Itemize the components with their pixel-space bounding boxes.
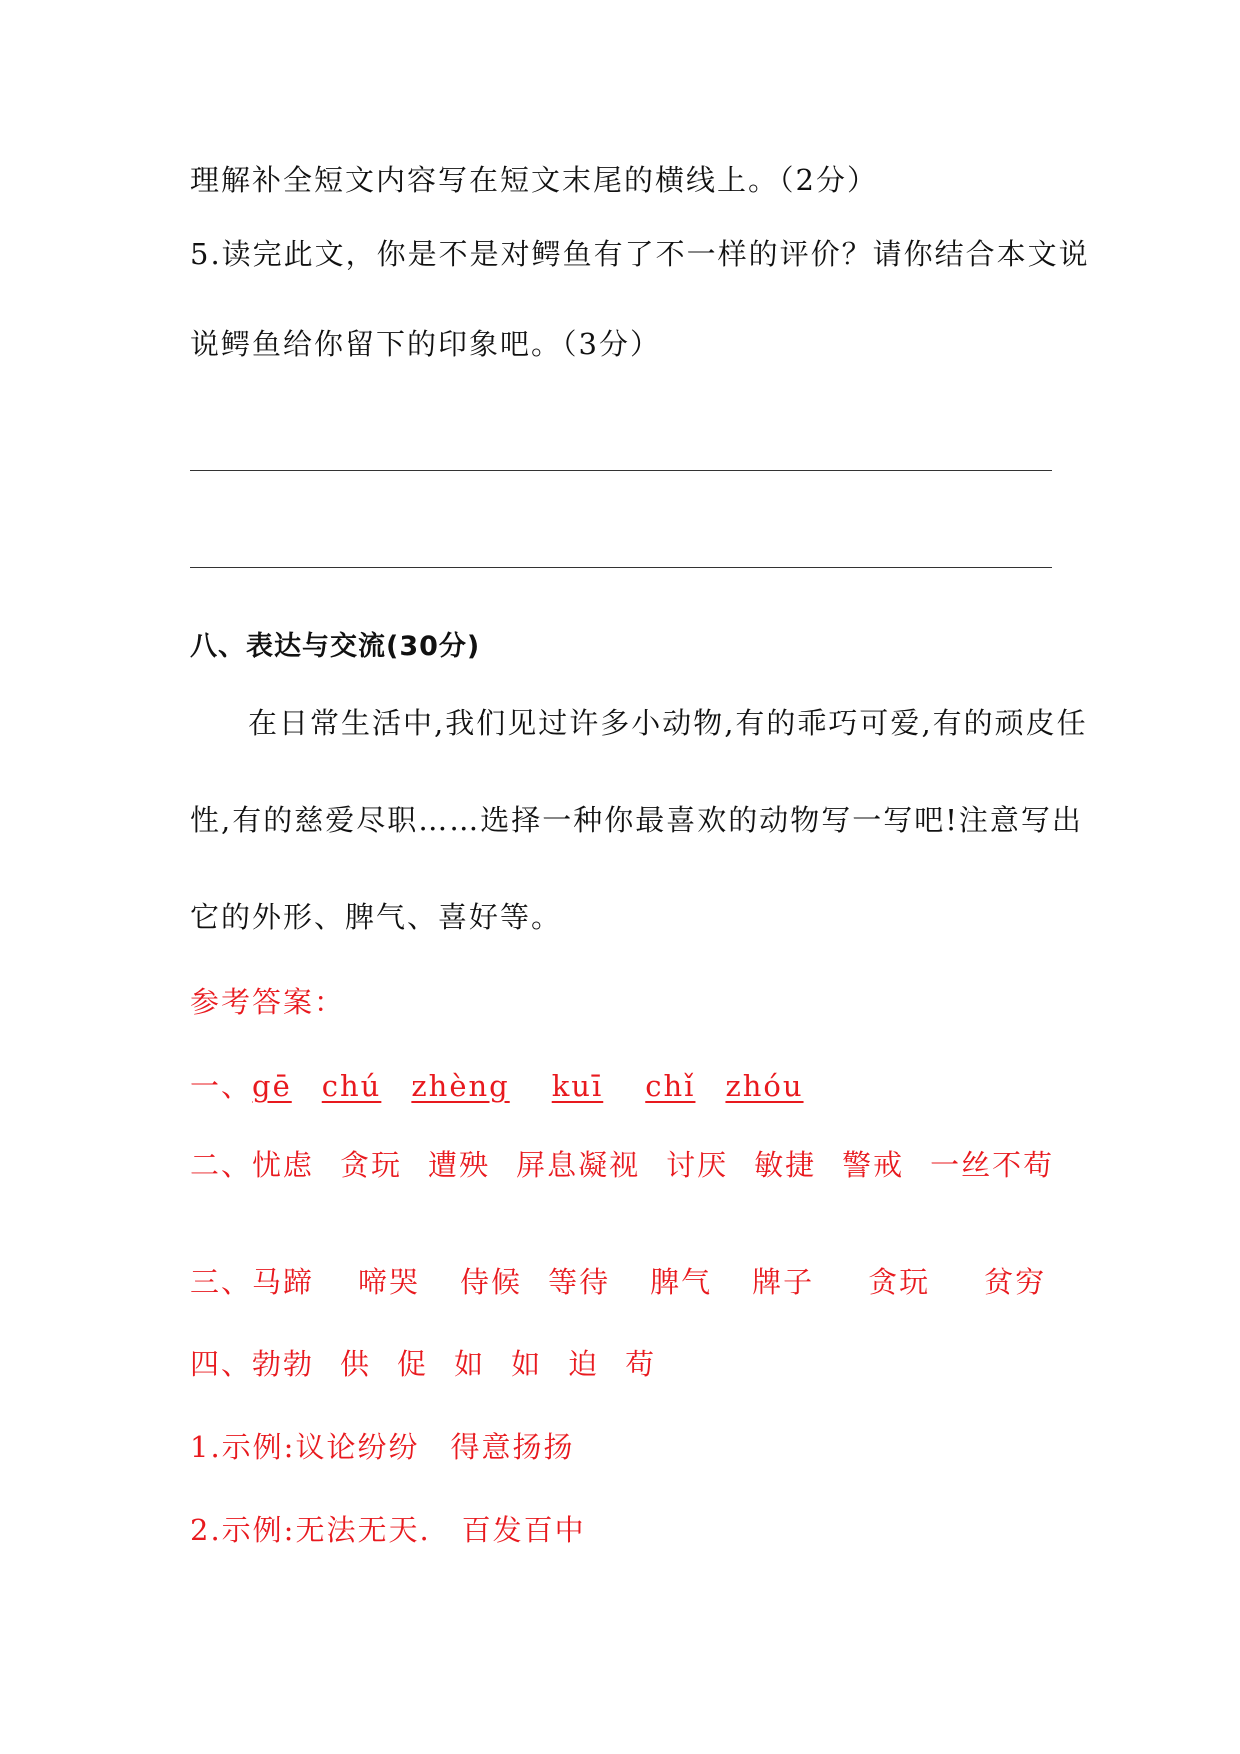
answers-heading: 参考答案：: [190, 985, 346, 1019]
answer-4-row: [190, 1342, 656, 1383]
answer-1-item: chǐ: [645, 1069, 696, 1103]
answer-3-item: 贫穷: [984, 1265, 1047, 1299]
answer-1-item: kuī: [551, 1069, 604, 1103]
answer-2-item: 一丝不苟: [930, 1148, 1055, 1182]
answer-3-item: 马蹄: [252, 1265, 315, 1299]
section-8-prompt-line-3: 它的外形、脾气、喜好等。: [190, 900, 563, 934]
answer-2-item: 讨厌: [666, 1148, 729, 1182]
answer-blank-line-2: [190, 567, 1052, 568]
question-5-line-1: 5.读完此文，你是不是对鳄鱼有了不一样的评价？请你结合本文说: [190, 237, 1090, 271]
answer-4-item: 供: [340, 1347, 372, 1381]
answer-4-example-1: 1.示例:议论纷纷 得意扬扬: [190, 1430, 575, 1464]
answer-4-item: 苟: [625, 1347, 657, 1381]
answer-blank-line-1: [190, 470, 1052, 471]
question-4-tail: 理解补全短文内容写在短文末尾的横线上。（2分）: [190, 163, 878, 197]
answer-4-item: 迫: [568, 1347, 600, 1381]
answer-2-item: 敏捷: [754, 1148, 817, 1182]
answer-4-item: 如: [511, 1347, 543, 1381]
answer-4-prefix: 四、: [190, 1347, 253, 1381]
answer-1-row: [190, 1064, 804, 1105]
answer-3-item: 侍候: [460, 1265, 523, 1299]
answer-4-item: 促: [397, 1347, 429, 1381]
answer-4-item: 勃勃: [252, 1347, 315, 1381]
answer-2-item: 忧虑: [252, 1148, 315, 1182]
answer-3-prefix: 三、: [190, 1265, 253, 1299]
answer-3-item: 等待: [548, 1265, 611, 1299]
answer-2-item: 遭殃: [428, 1148, 491, 1182]
answer-1-prefix: 一、: [190, 1069, 253, 1103]
answer-2-item: 屏息凝视: [516, 1148, 641, 1182]
answer-3-item: 啼哭: [358, 1265, 421, 1299]
answer-1-item: chú: [321, 1069, 382, 1103]
answer-3-item: 牌子: [752, 1265, 815, 1299]
answer-2-item: 贪玩: [340, 1148, 403, 1182]
answer-4-item: 如: [454, 1347, 486, 1381]
answer-3-item: 贪玩: [868, 1265, 931, 1299]
answer-2-row: [190, 1143, 1054, 1184]
section-8-heading: 八、表达与交流(30分): [190, 631, 481, 662]
answer-1-item: zhèng: [411, 1069, 510, 1103]
answer-2-item: 警戒: [842, 1148, 905, 1182]
section-8-prompt-line-2: 性,有的慈爱尽职……选择一种你最喜欢的动物写一写吧!注意写出: [190, 803, 1083, 837]
answer-2-prefix: 二、: [190, 1148, 253, 1182]
answer-4-example-2: 2.示例:无法无天. 百发百中: [190, 1513, 586, 1547]
answer-1-item: gē: [252, 1069, 292, 1103]
question-5-line-2: 说鳄鱼给你留下的印象吧。（3分）: [190, 327, 661, 361]
section-8-prompt-line-1: 在日常生活中,我们见过许多小动物,有的乖巧可爱,有的顽皮任: [248, 706, 1088, 740]
answer-3-row: [190, 1260, 1046, 1301]
answer-1-item: zhóu: [725, 1069, 804, 1103]
answer-3-item: 脾气: [650, 1265, 713, 1299]
